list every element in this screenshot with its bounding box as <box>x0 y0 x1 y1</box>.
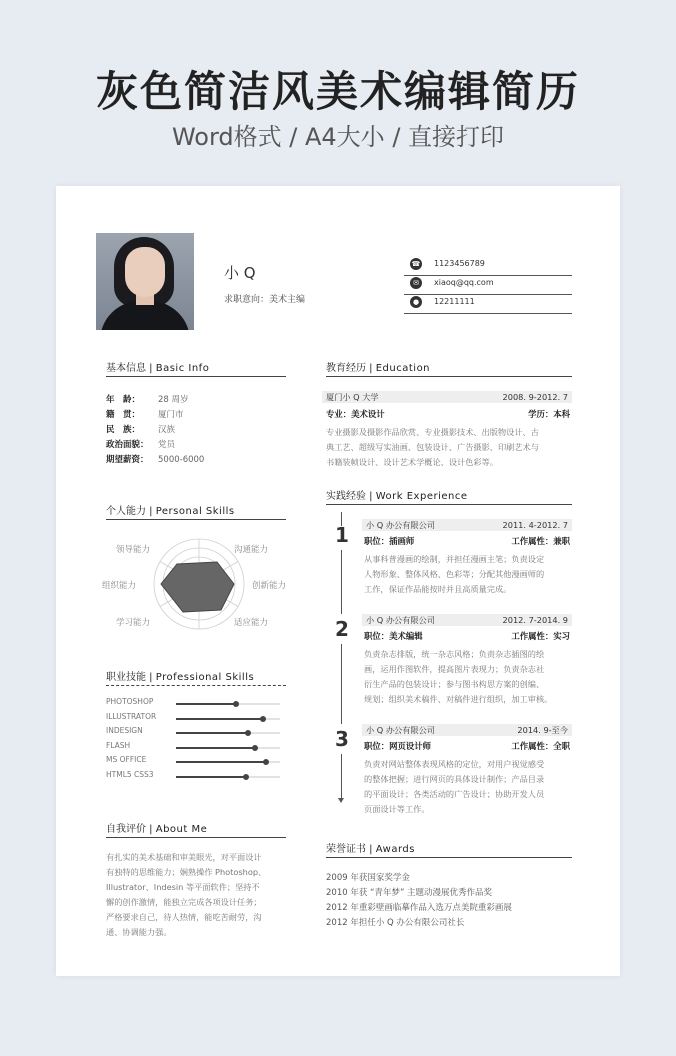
course-line: 书籍装帧设计、设计艺术学概论、设计色彩等。 <box>326 457 498 467</box>
section-title: 实践经验 <box>326 491 366 502</box>
skill-bar-fill <box>176 718 263 720</box>
section-title-en: About Me <box>155 824 208 835</box>
contact-text: 12211111 <box>434 297 475 306</box>
job-period: 2014. 9-至今 <box>517 725 568 735</box>
section-about-me: 自我评价 | About Me <box>106 820 286 838</box>
section-title-en: Work Experience <box>375 491 468 502</box>
job-description <box>364 552 579 597</box>
timeline-line <box>341 550 342 614</box>
job-type: 工作属性：全职 <box>511 741 570 751</box>
award-item: 2010 年获 “青年梦” 主题动漫展优秀作品奖 <box>326 888 493 898</box>
section-title-en: Awards <box>375 844 415 855</box>
radar-label-learning: 学习能力 <box>116 618 151 628</box>
job-line: 工作，保证作品能按时并且高质量完成。 <box>364 584 512 594</box>
contact-email <box>404 275 572 295</box>
skill-bar <box>176 747 280 749</box>
skill-level-marker <box>260 716 266 722</box>
contact-text: xiaoq@qq.com <box>434 278 494 287</box>
skill-bar <box>176 732 280 734</box>
profile-photo <box>96 233 194 330</box>
timeline-line <box>341 644 342 724</box>
mail-icon: ✉ <box>410 277 422 289</box>
qq-icon: ● <box>410 296 422 308</box>
job-position: 职位：网页设计师 <box>364 741 431 751</box>
skill-name: PHOTOSHOP <box>106 697 154 706</box>
timeline-number: 2 <box>335 617 349 641</box>
job-line: 页面设计等工作。 <box>364 804 430 814</box>
section-personal-skills: 个人能力 | Personal Skills <box>106 502 286 520</box>
company-name: 小 Q 办公有限公司 <box>366 520 435 530</box>
skill-name: MS OFFICE <box>106 755 147 764</box>
hero-title: 灰色简洁风美术编辑简历 <box>95 67 580 116</box>
company-name: 小 Q 办公有限公司 <box>366 615 435 625</box>
timeline-number: 1 <box>335 523 349 547</box>
info-hometown <box>106 408 184 420</box>
info-politics <box>106 438 175 450</box>
section-title-en: Personal Skills <box>155 506 235 517</box>
info-key: 年 龄： <box>106 395 141 405</box>
job-line: 画，运用作图软件，提高图片表现力；负责杂志社 <box>364 664 545 674</box>
info-key: 政治面貌： <box>106 440 149 450</box>
skill-bar-fill <box>176 703 236 705</box>
timeline-number: 3 <box>335 727 349 751</box>
job-line: 负责对网站整体表现风格的定位，对用户视觉感受 <box>364 759 545 769</box>
school-name: 厦门小 Q 大学 <box>326 392 379 402</box>
info-key: 民 族： <box>106 425 141 435</box>
contact-phone <box>404 256 572 276</box>
about-line: 严格要求自己，待人热情，能吃苦耐劳，沟 <box>106 912 262 922</box>
radar-label-leadership: 领导能力 <box>116 545 151 555</box>
info-age <box>106 393 189 405</box>
course-line: 专业摄影及摄影作品欣赏、专业摄影技术、出版物设计、古 <box>326 427 539 437</box>
phone-icon: ☎ <box>411 260 421 268</box>
award-item: 2012 年重彩壁画临摹作品入选万点美院重彩画展 <box>326 903 512 913</box>
radar-label-organization: 组织能力 <box>102 581 137 591</box>
job-line: 人物形象、整体风格、色彩等；分配其他漫画师的 <box>364 569 545 579</box>
job-type: 工作属性：实习 <box>511 631 570 641</box>
job-position: 职位：美术编辑 <box>364 631 423 641</box>
info-value: 党员 <box>158 440 176 450</box>
section-title: 基本信息 <box>106 363 146 374</box>
info-value: 28 周岁 <box>158 395 189 405</box>
education-major: 专业：美术设计 <box>326 409 385 419</box>
award-item: 2009 年获国家奖学金 <box>326 873 410 883</box>
job-company-bar <box>362 724 572 736</box>
section-title: 个人能力 <box>106 506 146 517</box>
about-line: 有独特的思维能力；娴熟操作 Photoshop、 <box>106 867 267 877</box>
section-work-experience: 实践经验 | Work Experience <box>326 487 572 505</box>
job-line: 负责杂志排版，统一杂志风格；负责杂志插图的绘 <box>364 649 545 659</box>
skill-bar <box>176 761 280 763</box>
info-value: 汉族 <box>158 425 176 435</box>
info-value: 厦门市 <box>158 410 184 420</box>
skill-bar <box>176 703 280 705</box>
job-intent: 求职意向：美术主编 <box>224 295 306 305</box>
job-line: 衍生产品的包装设计；参与图书构思方案的创编、 <box>364 679 545 689</box>
section-title: 荣誉证书 <box>326 844 366 855</box>
education-period: 2008. 9-2012. 7 <box>502 392 568 402</box>
skill-bar <box>176 776 280 778</box>
skills-radar-chart <box>151 532 247 636</box>
skill-name: ILLUSTRATOR <box>106 711 157 721</box>
job-description <box>364 757 579 817</box>
skill-level-marker <box>252 745 258 751</box>
job-line: 规划；组织美术稿件、对稿件进行组织，加工审核。 <box>364 694 553 704</box>
radar-label-innovation: 创新能力 <box>252 581 287 591</box>
candidate-name: 小 Q <box>224 264 256 282</box>
radar-label-communication: 沟通能力 <box>234 545 269 555</box>
hero-subtitle: Word格式 / A4大小 / 直接打印 <box>171 123 505 151</box>
job-company-bar <box>362 614 572 626</box>
timeline-arrow-icon <box>338 798 344 803</box>
section-title-en: Basic Info <box>155 363 210 374</box>
job-period: 2012. 7-2014. 9 <box>502 615 568 625</box>
contact-qq <box>404 294 572 314</box>
skill-bar-fill <box>176 761 266 763</box>
info-ethnicity <box>106 423 175 435</box>
section-title: 教育经历 <box>326 363 366 374</box>
section-awards: 荣誉证书 | Awards <box>326 840 572 858</box>
skill-bar-fill <box>176 732 248 734</box>
section-title-en: Education <box>375 363 431 374</box>
company-name: 小 Q 办公有限公司 <box>366 725 435 735</box>
section-professional-skills: 职业技能 | Professional Skills <box>106 668 286 686</box>
job-type: 工作属性：兼职 <box>511 536 570 546</box>
award-item: 2012 年担任小 Q 办公有限公司社长 <box>326 918 465 928</box>
skill-bar-fill <box>176 776 246 778</box>
skill-name: INDESIGN <box>106 726 143 735</box>
about-line: 通、协调能力强。 <box>106 927 172 937</box>
education-degree: 学历：本科 <box>528 409 570 419</box>
job-line: 的整体把握；进行网页的具体设计制作；产品目录 <box>364 774 545 784</box>
section-basic-info: 基本信息 | Basic Info <box>106 359 286 377</box>
timeline-line <box>341 754 342 800</box>
section-education: 教育经历 | Education <box>326 359 572 377</box>
info-value: 5000-6000 <box>158 455 205 465</box>
skill-level-marker <box>243 774 249 780</box>
course-line: 典工艺、超级写实油画、包装设计、广告摄影、印刷艺术与 <box>326 442 539 452</box>
skill-bar-fill <box>176 747 255 749</box>
skill-bar <box>176 718 280 720</box>
job-line: 的平面设计；各类活动的广告设计；协助开发人员 <box>364 789 545 799</box>
resume-page <box>56 186 620 976</box>
about-text <box>106 850 296 940</box>
about-line: Illustrator、Indesin 等平面软件；坚持不 <box>106 882 260 892</box>
contact-text: 1123456789 <box>434 259 485 268</box>
education-courses <box>326 425 576 470</box>
section-title: 职业技能 <box>106 672 146 683</box>
education-school-bar <box>322 391 572 403</box>
skill-level-marker <box>233 701 239 707</box>
job-company-bar <box>362 519 572 531</box>
skill-name: HTML5 CSS3 <box>106 769 154 779</box>
skill-name: FLASH <box>106 740 131 750</box>
info-key: 籍 贯： <box>106 410 141 420</box>
section-title: 自我评价 <box>106 824 146 835</box>
job-line: 从事科普漫画的绘制，并担任漫画主笔；负责设定 <box>364 554 545 564</box>
job-position: 职位：插画师 <box>364 536 415 546</box>
section-title-en: Professional Skills <box>155 672 255 683</box>
info-key: 期望薪资： <box>106 455 149 465</box>
job-period: 2011. 4-2012. 7 <box>502 520 568 530</box>
radar-label-adaptability: 适应能力 <box>234 618 269 628</box>
about-line: 有扎实的美术基础和审美眼光，对平面设计 <box>106 852 262 862</box>
about-line: 懈的创作激情，能独立完成各项设计任务； <box>106 897 262 907</box>
job-description <box>364 647 579 707</box>
info-salary <box>106 453 204 465</box>
skill-level-marker <box>263 759 269 765</box>
skill-level-marker <box>245 730 251 736</box>
